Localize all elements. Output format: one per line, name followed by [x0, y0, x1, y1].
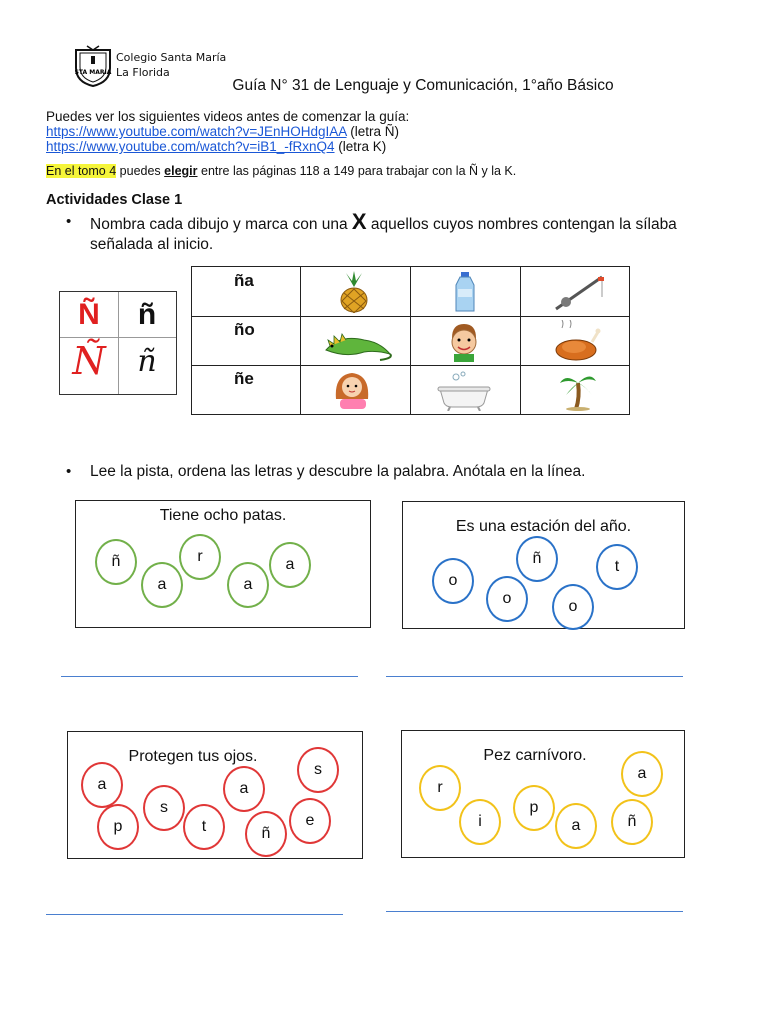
letter-tile[interactable]: p: [513, 785, 555, 831]
intro-text: Puedes ver los siguientes videos antes de comenzar la guía:: [46, 109, 410, 124]
letter-table: [59, 291, 177, 395]
letter-tile[interactable]: ñ: [611, 799, 653, 845]
letter-upper-print: Ñ: [78, 298, 100, 331]
letter-tile[interactable]: a: [621, 751, 663, 797]
puzzle-box-1: [75, 500, 371, 628]
letter-tile[interactable]: a: [141, 562, 183, 608]
letter-lower-script: ñ: [137, 343, 157, 379]
activities-heading: Actividades Clase 1: [46, 192, 183, 208]
fishing-rod-icon[interactable]: [552, 271, 606, 313]
letter-tile[interactable]: o: [432, 558, 474, 604]
letter-tile[interactable]: p: [97, 804, 139, 850]
puzzle-clue: Pez carnívoro.: [483, 747, 587, 764]
video-link-k[interactable]: https://www.youtube.com/watch?v=iB1_-fRxnQ4: [46, 139, 335, 154]
letter-tile[interactable]: o: [486, 576, 528, 622]
puzzle-box-2: [402, 501, 685, 629]
letter-tile[interactable]: e: [289, 798, 331, 844]
letter-tile[interactable]: t: [596, 544, 638, 590]
letter-tile[interactable]: s: [297, 747, 339, 793]
letter-tile[interactable]: r: [179, 534, 221, 580]
letter-tile[interactable]: ñ: [245, 811, 287, 857]
instruction-2: • Lee la pista, ordena las letras y descubre la palabra. Anótala en la línea.: [66, 463, 586, 480]
syllable-table: [191, 266, 630, 415]
roast-chicken-icon[interactable]: [552, 320, 602, 362]
letter-tile[interactable]: a: [223, 766, 265, 812]
boy-icon[interactable]: [444, 320, 484, 362]
water-bottle-icon[interactable]: [450, 271, 480, 313]
page-title: Guía N° 31 de Lenguaje y Comunicación, 1°año Básico: [232, 77, 614, 94]
letter-tile[interactable]: r: [419, 765, 461, 811]
palm-tree-icon[interactable]: [558, 369, 598, 411]
puzzle-box-4: [401, 730, 685, 858]
letter-tile[interactable]: ñ: [516, 536, 558, 582]
letter-tile[interactable]: a: [227, 562, 269, 608]
syllable-ne: ñe: [234, 369, 254, 388]
answer-line-3[interactable]: [46, 914, 343, 915]
video-link-n[interactable]: https://www.youtube.com/watch?v=JEnHOHdgIAA: [46, 124, 347, 139]
puzzle-clue: Protegen tus ojos.: [128, 748, 258, 765]
letter-tile[interactable]: ñ: [95, 539, 137, 585]
girl-icon[interactable]: [330, 369, 376, 411]
answer-line-1[interactable]: [61, 676, 358, 677]
puzzle-clue: Es una estación del año.: [455, 518, 632, 535]
letter-tile[interactable]: a: [81, 762, 123, 808]
syllable-no: ño: [234, 320, 255, 339]
answer-line-4[interactable]: [386, 911, 683, 912]
letter-upper-script: Ñ: [72, 339, 106, 383]
letter-tile[interactable]: a: [555, 803, 597, 849]
letter-tile[interactable]: a: [269, 542, 311, 588]
bathtub-icon[interactable]: [436, 369, 492, 411]
svg-text:STA MARIA: STA MARIA: [74, 69, 112, 76]
letter-lower-print: ñ: [137, 298, 157, 331]
iguana-icon[interactable]: [320, 320, 396, 362]
letter-tile[interactable]: t: [183, 804, 225, 850]
syllable-na: ña: [234, 271, 254, 290]
instruction-1: • Nombra cada dibujo y marca con una X aquellos cuyos nombres contengan la sílaba señalada al inicio.: [66, 209, 677, 253]
intro-block: Puedes ver los siguientes videos antes de comenzar la guía: https://www.youtube.com/watch?v=JEnHOHdgIAA (letra Ñ) https://www.youtube.com/watch?v=iB1_-fRxnQ4 (letra K): [46, 109, 410, 154]
letter-tile[interactable]: i: [459, 799, 501, 845]
puzzle-clue: Tiene ocho patas.: [159, 507, 287, 524]
tomo-note: En el tomo 4 puedes elegir entre las páginas 118 a 149 para trabajar con la Ñ y la K.: [46, 164, 517, 178]
letter-tile[interactable]: s: [143, 785, 185, 831]
answer-line-2[interactable]: [386, 676, 683, 677]
letter-tile[interactable]: o: [552, 584, 594, 630]
school-name: Colegio Santa María La Florida: [116, 51, 227, 79]
puzzle-box-3: [67, 731, 363, 859]
pineapple-icon[interactable]: [330, 271, 378, 313]
